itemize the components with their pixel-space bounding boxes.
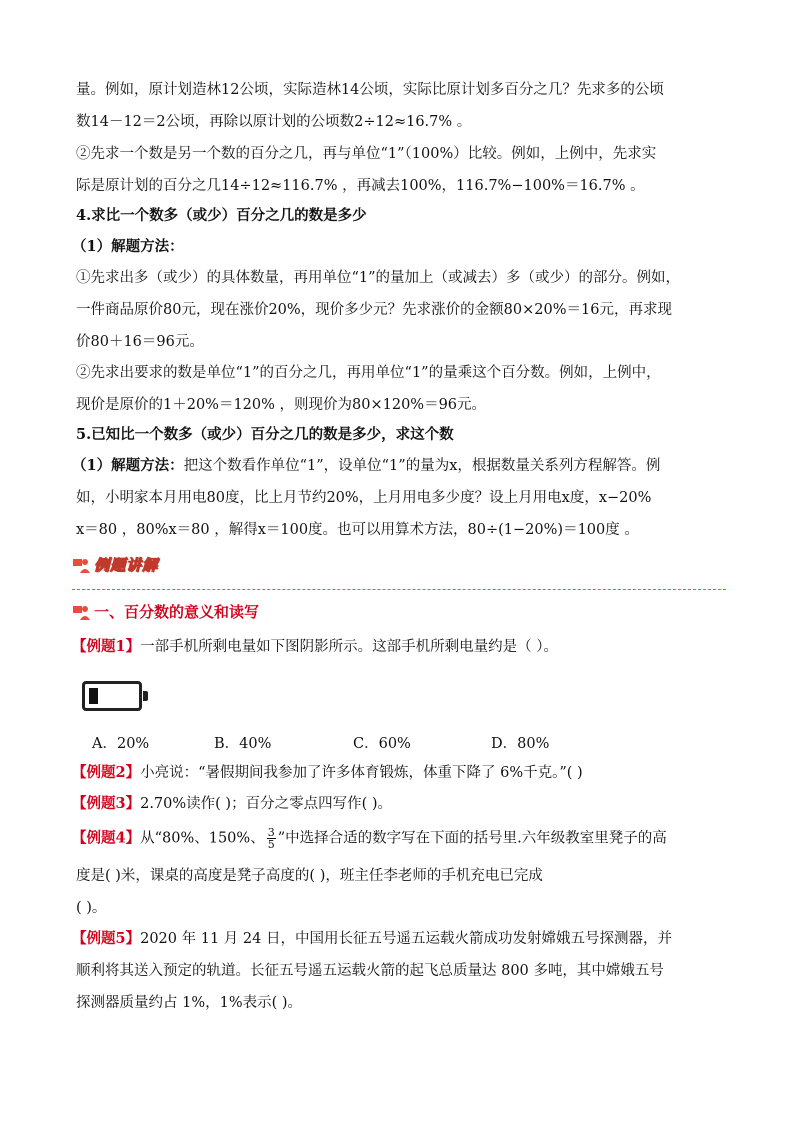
example-text: ”中选择合适的数字写在下面的括号里.六年级教室里凳子的高 [277,830,667,847]
text-line: 如，小明家本月用电80度，比上月节约20%，上月用电多少度？设上月用电x度，x−20% [76,490,652,506]
section1-title: 一、百分数的意义和读写 [94,603,260,621]
text-line: ②先求出要求的数是单位“1”的百分之几，再用单位“1”的量乘这个百分数。例如，上例中， [76,365,661,381]
section-heading-4: 4.求比一个数多（或少）百分之几的数是多少 [76,207,367,224]
example-tag: 【例题1】 [72,638,141,655]
text-line: 数14－12＝2公顷，再除以原计划的公顷数2÷12≈16.7% 。 [76,114,472,130]
text-line: 度是( )米，课桌的高度是凳子高度的( )，班主任李老师的手机充电已完成 [76,868,543,884]
example-2 [72,763,583,783]
section-heading-5: 5.已知比一个数多（或少）百分之几的数是多少，求这个数 [76,426,454,443]
option-d: D．80% [491,736,550,752]
banner-title: 例题讲解 [94,556,159,574]
method-text: 把这个数看作单位“1”，设单位“1”的量为x，根据数量关系列方程解答。例 [183,458,661,474]
fraction [267,827,276,850]
example-4 [72,827,667,850]
option-a: A．20% [92,736,150,752]
text-line: 现价是原价的1＋20%＝120% ，则现价为80×120%＝96元。 [76,397,487,413]
method-heading: （1）解题方法： [72,238,184,255]
teacher-icon [72,556,90,574]
example-text: 从“80%、150%、 [140,830,265,847]
fraction-denominator: 5 [267,838,275,851]
teacher-icon [72,603,90,621]
text-line: ②先求一个数是另一个数的百分之几，再与单位“1”（100%）比较。例如，上例中，先求实 [76,146,657,162]
text-line: x＝80 ，80%x＝80 ，解得x＝100度。也可以用算术方法，80÷(1−20%)＝100度 。 [76,522,639,538]
example-tag: 【例题4】 [72,829,141,847]
example-text: 一部手机所剩电量如下图阴影所示。这部手机所剩电量约是（ ）。 [140,639,558,655]
example-tag: 【例题5】 [72,930,141,947]
text-line: 一件商品原价80元，现在涨价20%，现价多少元？先求涨价的金额80×20%＝16元，再求现 [76,302,672,318]
text-line: 价80＋16＝96元。 [76,334,204,350]
section-banner [72,554,158,575]
battery-fill [89,688,98,704]
text-line: 量。例如，原计划造林12公顷，实际造林14公顷，实际比原计划多百分之几？先求多的公顷 [76,82,664,98]
text-line: ( )。 [76,900,107,916]
example-5 [72,929,672,949]
method-label: （1）解题方法： [72,457,184,474]
divider [72,589,726,590]
text-line: 探测器质量约占 1%，1%表示( )。 [76,995,303,1011]
text-line: 顺利将其送入预定的轨道。长征五号遥五运载火箭的起飞总质量达 800 多吨，其中嫦娥五号 [76,963,664,979]
text-line: ①先求出多（或少）的具体数量，再用单位“1”的量加上（或减去）多（或少）的部分。例如， [76,270,681,286]
example-3 [72,794,392,814]
example-1 [72,637,558,657]
option-c: C．60% [353,736,411,752]
fraction-numerator: 3 [267,826,275,839]
option-b: B．40% [214,736,272,752]
example-text: 2020 年 11 月 24 日，中国用长征五号遥五运载火箭成功发射嫦娥五号探测器，并 [140,931,672,947]
example-tag: 【例题2】 [72,764,141,781]
section1-header [72,601,259,622]
text-line: 际是原计划的百分之几14÷12≈116.7% ，再减去100%，116.7%−100%＝16.7% 。 [76,178,645,194]
example-text: 2.70%读作( )；百分之零点四写作( )。 [140,796,393,812]
example-text: 小亮说：“暑假期间我参加了许多体育锻炼，体重下降了 6%千克。”( ) [140,765,583,781]
battery-icon [82,681,142,711]
example-tag: 【例题3】 [72,795,141,812]
battery-terminal [143,691,148,701]
method-line [72,456,660,476]
